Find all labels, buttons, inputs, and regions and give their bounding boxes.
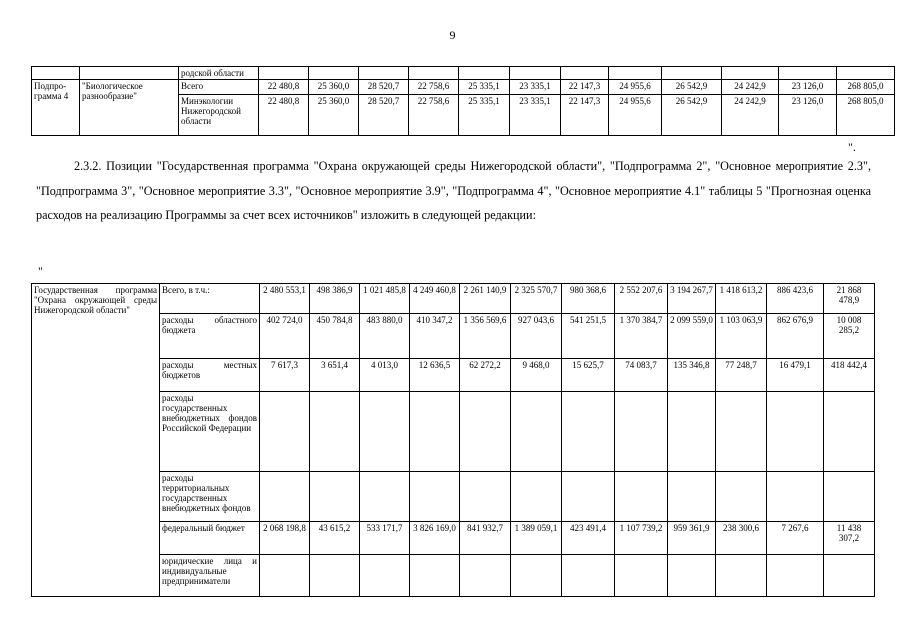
value-cell: 25 335,1 (459, 80, 510, 95)
value-cell (562, 392, 615, 472)
program-name: "Биологическое разнообразие" (80, 80, 179, 136)
value-cell: 423 491,4 (562, 522, 615, 555)
value-cell: 25 335,1 (459, 95, 510, 136)
carry-over-cell: родской области (179, 67, 259, 80)
value-cell: 9 468,0 (511, 359, 562, 392)
value-cell: 1 418 613,2 (716, 284, 767, 314)
value-cell: 410 347,2 (410, 314, 460, 359)
value-cell: 74 083,7 (615, 359, 668, 392)
value-cell: 862 676,9 (767, 314, 824, 359)
value-cell: 23 126,0 (779, 80, 837, 95)
value-cell: 7 617,3 (260, 359, 310, 392)
value-cell: 23 126,0 (779, 95, 837, 136)
value-cell (824, 392, 875, 472)
value-cell: 24 955,6 (609, 80, 662, 95)
value-cell: 22 758,6 (409, 80, 459, 95)
value-cell: 15 625,7 (562, 359, 615, 392)
value-cell (562, 555, 615, 597)
value-cell: 10 008 285,2 (824, 314, 875, 359)
value-cell: 1 107 739,2 (615, 522, 668, 555)
row-label: расходы местных бюджетов (160, 359, 260, 392)
value-cell: 22 480,8 (259, 80, 309, 95)
value-cell: 62 272,2 (460, 359, 511, 392)
value-cell: 498 386,9 (310, 284, 360, 314)
value-cell: 2 099 559,0 (668, 314, 716, 359)
row-label: Всего (179, 80, 259, 95)
value-cell: 22 147,3 (561, 95, 609, 136)
row-label: расходы территориальных государственных внебюджетных фондов (160, 472, 260, 522)
value-cell: 4 249 460,8 (410, 284, 460, 314)
value-cell: 77 248,7 (716, 359, 767, 392)
value-cell: 24 955,6 (609, 95, 662, 136)
value-cell: 4 013,0 (360, 359, 410, 392)
value-cell: 959 361,9 (668, 522, 716, 555)
value-cell: 1 021 485,8 (360, 284, 410, 314)
empty-cell (837, 67, 895, 80)
value-cell: 28 520,7 (359, 80, 409, 95)
value-cell: 927 043,6 (511, 314, 562, 359)
empty-cell (510, 67, 561, 80)
value-cell: 980 368,6 (562, 284, 615, 314)
value-cell: 450 784,8 (310, 314, 360, 359)
program-code: Подпро-грамма 4 (32, 80, 80, 136)
value-cell (716, 555, 767, 597)
value-cell: 26 542,9 (662, 95, 722, 136)
value-cell: 24 242,9 (722, 95, 779, 136)
value-cell (668, 472, 716, 522)
row-label: расходы областного бюджета (160, 314, 260, 359)
value-cell: 1 389 059,1 (511, 522, 562, 555)
value-cell: 533 171,7 (360, 522, 410, 555)
row-label: Минэкологии Нижегородской области (179, 95, 259, 136)
value-cell (615, 472, 668, 522)
value-cell: 886 423,6 (767, 284, 824, 314)
value-cell (310, 392, 360, 472)
value-cell (716, 472, 767, 522)
empty-cell (259, 67, 309, 80)
value-cell (615, 392, 668, 472)
value-cell: 402 724,0 (260, 314, 310, 359)
empty-cell (561, 67, 609, 80)
value-cell (260, 555, 310, 597)
value-cell: 25 360,0 (309, 80, 359, 95)
table-row (32, 80, 895, 95)
value-cell (260, 472, 310, 522)
empty-cell (409, 67, 459, 80)
row-label: расходы государственных внебюджетных фондов Российской Федерации (160, 392, 260, 472)
value-cell (562, 472, 615, 522)
value-cell (668, 392, 716, 472)
row-label: юридические лица и индивидуальные предприниматели (160, 555, 260, 597)
value-cell: 26 542,9 (662, 80, 722, 95)
value-cell: 2 325 570,7 (511, 284, 562, 314)
value-cell (767, 555, 824, 597)
value-cell (460, 472, 511, 522)
value-cell: 25 360,0 (309, 95, 359, 136)
value-cell: 22 480,8 (259, 95, 309, 136)
value-cell (260, 392, 310, 472)
value-cell (460, 555, 511, 597)
value-cell: 1 356 569,6 (460, 314, 511, 359)
table-state-program (31, 283, 875, 597)
empty-cell (459, 67, 510, 80)
value-cell: 24 242,9 (722, 80, 779, 95)
table-row (32, 284, 875, 314)
value-cell: 22 147,3 (561, 80, 609, 95)
empty-cell (779, 67, 837, 80)
empty-cell (662, 67, 722, 80)
empty-cell (722, 67, 779, 80)
value-cell: 2 480 553,1 (260, 284, 310, 314)
value-cell: 3 826 169,0 (410, 522, 460, 555)
value-cell: 135 346,8 (668, 359, 716, 392)
empty-cell (80, 67, 179, 80)
page-number: 9 (449, 28, 456, 42)
value-cell: 268 805,0 (837, 95, 895, 136)
value-cell (310, 555, 360, 597)
value-cell (511, 555, 562, 597)
value-cell: 268 805,0 (837, 80, 895, 95)
value-cell (310, 472, 360, 522)
amendment-paragraph (36, 154, 871, 228)
value-cell: 22 758,6 (409, 95, 459, 136)
opening-quote: " (38, 264, 43, 278)
value-cell: 23 335,1 (510, 80, 561, 95)
value-cell: 2 261 140,9 (460, 284, 511, 314)
value-cell (360, 472, 410, 522)
value-cell (824, 555, 875, 597)
table-program4 (31, 66, 895, 136)
value-cell (511, 392, 562, 472)
value-cell (460, 392, 511, 472)
value-cell: 3 194 267,7 (668, 284, 716, 314)
value-cell: 418 442,4 (824, 359, 875, 392)
empty-cell (359, 67, 409, 80)
value-cell: 1 370 384,7 (615, 314, 668, 359)
value-cell: 11 438 307,2 (824, 522, 875, 555)
row-label: Всего, в т.ч.: (160, 284, 260, 314)
closing-quote: ". (848, 140, 856, 154)
value-cell: 483 880,0 (360, 314, 410, 359)
value-cell (716, 392, 767, 472)
value-cell (410, 472, 460, 522)
paragraph-text: 2.3.2. Позиции "Государственная программа "Охрана окружающей среды Нижегородской области", "Подпрограмма 2", "Основное мероприятие 2.3", "Подпрограмма 3", "Основное мероприятие 3.3", "Основное мероприятие 3.9", "Подпрограмма 4", "Основное мероприятие 4.1" таблицы 5 "Прогнозная оценка расходов на реализацию Программы за счет всех источников" изложить в следующей редакции: (36, 159, 871, 222)
value-cell: 3 651,4 (310, 359, 360, 392)
value-cell: 2 068 198,8 (260, 522, 310, 555)
value-cell: 23 335,1 (510, 95, 561, 136)
value-cell: 7 267,6 (767, 522, 824, 555)
value-cell: 12 636,5 (410, 359, 460, 392)
value-cell (824, 472, 875, 522)
value-cell (410, 392, 460, 472)
value-cell: 238 300,6 (716, 522, 767, 555)
value-cell (615, 555, 668, 597)
value-cell: 841 932,7 (460, 522, 511, 555)
value-cell: 43 615,2 (310, 522, 360, 555)
row-label: федеральный бюджет (160, 522, 260, 555)
value-cell: 28 520,7 (359, 95, 409, 136)
empty-cell (609, 67, 662, 80)
empty-cell (309, 67, 359, 80)
program-title: Государственная программа "Охрана окружающей среды Нижегородской области" (32, 284, 160, 597)
value-cell (410, 555, 460, 597)
value-cell: 21 868 478,9 (824, 284, 875, 314)
value-cell: 16 479,1 (767, 359, 824, 392)
value-cell: 2 552 207,6 (615, 284, 668, 314)
value-cell (360, 392, 410, 472)
value-cell: 1 103 063,9 (716, 314, 767, 359)
value-cell: 541 251,5 (562, 314, 615, 359)
value-cell (511, 472, 562, 522)
value-cell (767, 392, 824, 472)
value-cell (767, 472, 824, 522)
value-cell (360, 555, 410, 597)
empty-cell (32, 67, 80, 80)
value-cell (668, 555, 716, 597)
